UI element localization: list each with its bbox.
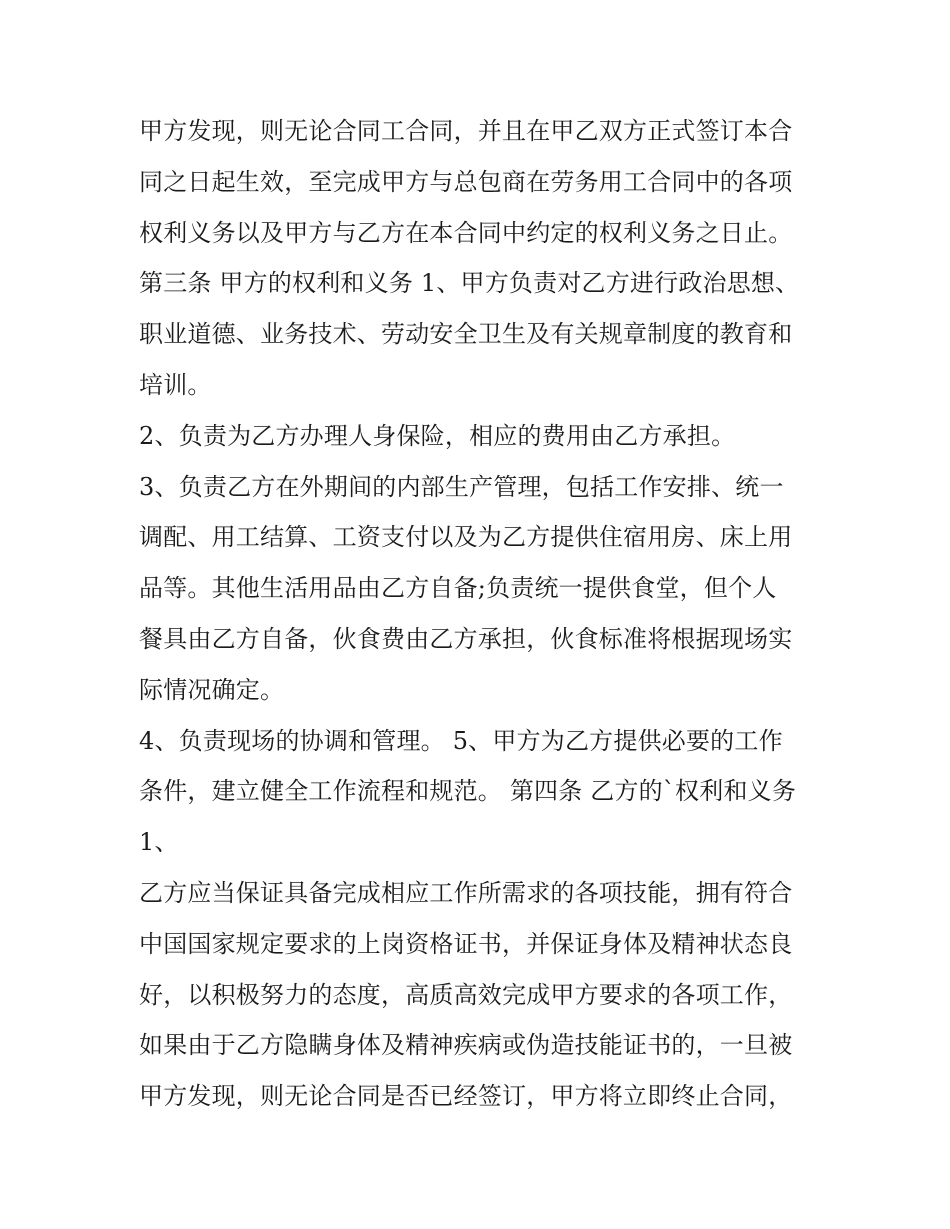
text-line: 甲方发现，则无论合同是否已经签订，甲方将立即终止合同， <box>139 1082 793 1111</box>
text-line: 培训。 <box>139 370 212 399</box>
text-line: 乙方应当保证具备完成相应工作所需求的各项技能，拥有符合 <box>139 878 793 907</box>
text-line: 3、负责乙方在外期间的内部生产管理，包括工作安排、统一 <box>139 472 784 501</box>
text-line: 中国国家规定要求的上岗资格证书，并保证身体及精神状态良 <box>139 929 793 958</box>
text-line: 好，以积极努力的态度，高质高效完成甲方要求的各项工作， <box>139 980 793 1009</box>
text-line: 4、负责现场的协调和管理。 5、甲方为乙方提供必要的工作 <box>139 726 783 755</box>
text-line: 如果由于乙方隐瞒身体及精神疾病或伪造技能证书的，一旦被 <box>139 1031 793 1060</box>
text-line: 甲方发现，则无论合同工合同，并且在甲乙双方正式签订本合 <box>139 117 793 145</box>
text-line: 调配、用工结算、工资支付以及为乙方提供住宿用房、床上用 <box>139 523 793 552</box>
text-line: 职业道德、业务技术、劳动安全卫生及有关规章制度的教育和 <box>139 320 793 349</box>
text-line: 际情况确定。 <box>139 675 285 704</box>
contract-text <box>139 106 819 1122</box>
text-line: 条件，建立健全工作流程和规范。 第四条 乙方的`权利和义务 <box>139 777 797 806</box>
text-line: 权利义务以及甲方与乙方在本合同中约定的权利义务之日止。 <box>139 218 793 247</box>
text-line: 品等。其他生活用品由乙方自备;负责统一提供食堂，但个人 <box>139 574 777 603</box>
text-line: 1、 <box>139 828 179 857</box>
text-line: 餐具由乙方自备，伙食费由乙方承担，伙食标准将根据现场实 <box>139 624 793 653</box>
text-line: 2、负责为乙方办理人身保险，相应的费用由乙方承担。 <box>139 421 736 450</box>
text-line: 第三条 甲方的权利和义务 1、甲方负责对乙方进行政治思想、 <box>139 269 800 298</box>
text-line: 同之日起生效，至完成甲方与总包商在劳务用工合同中的各项 <box>139 167 793 196</box>
